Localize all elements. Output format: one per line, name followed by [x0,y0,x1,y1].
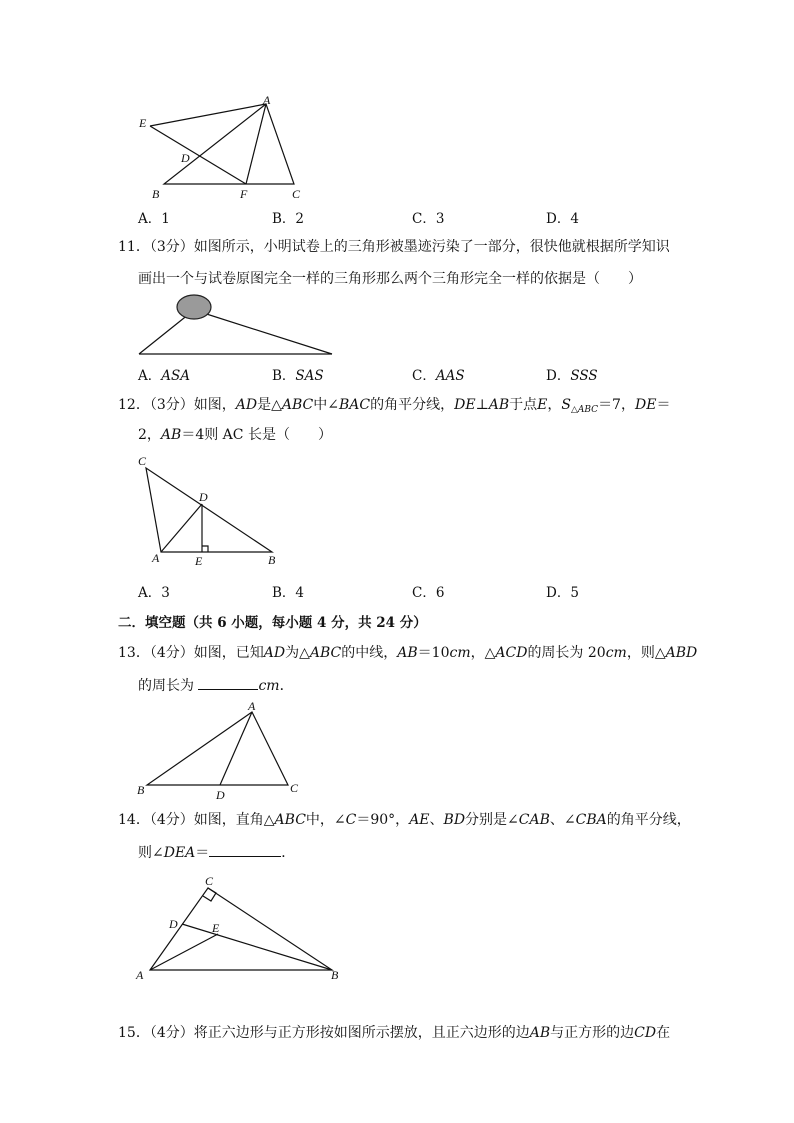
q13-text: ． [279,678,294,694]
q12-text: 2， [138,427,161,443]
q12-score: （3分） [149,397,194,413]
q11-text-line2: 画出一个与试卷原图完全一样的三角形那么两个三角形完全一样的依据是（ ） [138,271,642,287]
q12-option-d[interactable]: D．5 [546,585,579,601]
q13-label-c: C [290,781,299,795]
q11-option-d[interactable]: D．SSS [546,368,598,384]
q13-label-a: A [248,699,256,713]
q10-option-a[interactable]: A．1 [138,211,170,227]
q13-text: AB [397,645,418,661]
q13-text: ，则△ [626,645,666,661]
ink-stain [177,295,211,319]
q14-text: ABC [274,812,306,828]
q11-option-a[interactable]: A．ASA [138,368,190,384]
q14-text: CBA [575,812,607,828]
q15-text: 与正方形的边 [550,1025,635,1041]
q10-option-c[interactable]: C．3 [412,211,445,227]
q13-line1 [118,643,697,663]
q11-line1 [118,237,670,257]
q13-text: ABC [309,645,342,661]
q15-text: AB [529,1025,551,1041]
q13-text: cm [605,645,627,661]
q12-line1 [118,395,670,420]
q14-line1 [118,810,691,830]
q13-label-d: D [216,788,225,802]
q12-line2 [138,425,332,445]
q13-label-b: B [137,783,145,797]
q10-label-b: B [152,187,160,201]
q12-text: DE [634,397,657,413]
q12-text: ＝ [656,397,671,413]
q12-number: 12． [118,397,150,413]
q11-number: 11． [118,239,150,255]
q13-text: ACD [495,645,528,661]
q12-figure [134,452,294,567]
q12-text: △ABC [570,405,599,415]
q11-option-b[interactable]: B．SAS [272,368,324,384]
q12-label-b: B [268,553,276,567]
q12-label-e: E [195,554,203,568]
q10-figure [130,92,310,202]
q11-figure [136,292,336,362]
q14-label-c: C [205,874,214,888]
q10-option-b[interactable]: B．2 [272,211,305,227]
q13-text: AD [263,645,286,661]
q12-text: ＝7， [598,397,635,413]
q12-text: BAC [338,397,371,413]
q12-label-c: C [138,454,147,468]
q13-text: 的周长为 20 [527,645,606,661]
q14-figure [136,872,346,982]
q10-label-e: E [139,116,147,130]
q14-text: BD [443,812,466,828]
q12-text: DE [454,397,476,413]
q14-score: （4分） [149,812,194,828]
q15-number: 15． [118,1025,150,1041]
q12-text: 于点 [509,397,538,413]
q14-text: ． [281,845,296,861]
q11-option-c[interactable]: C．AAS [412,368,465,384]
q13-text: 为△ [285,645,310,661]
q14-answer-blank[interactable] [209,842,281,857]
q12-text: AB [488,397,510,413]
q12-text: 如图， [193,397,236,413]
q14-text: 则∠ [138,845,164,861]
q14-text: 如图，直角△ [193,812,275,828]
q12-text: ＝4则 AC 长是（ ） [181,427,332,443]
q12-option-b[interactable]: B．4 [272,585,305,601]
q12-text: ⊥ [475,397,489,413]
q14-number: 14． [118,812,150,828]
q13-text: 如图，已知 [193,645,264,661]
q13-text: 的周长为 [138,678,194,694]
q13-text: ，△ [470,645,496,661]
q11-line2 [138,269,642,289]
q10-label-f: F [240,187,248,201]
q15-text: 将正六边形与正方形按如图所示摆放，且正六边形的边 [193,1025,530,1041]
q14-text: 分别是∠ [465,812,519,828]
q12-text: 的角平分线， [370,397,455,413]
q14-label-e: E [212,921,220,935]
q13-text: ＝10 [417,645,450,661]
q14-text: ＝90°， [356,812,410,828]
q13-figure [134,698,314,802]
q13-score: （4分） [149,645,194,661]
q13-answer-blank[interactable] [198,675,258,690]
q14-label-a: A [136,968,144,982]
q13-text: ABD [665,645,698,661]
q10-label-a: A [263,93,271,107]
q14-text: 中，∠ [305,812,346,828]
q12-text: E [537,397,548,413]
q13-text: 的中线， [341,645,398,661]
q12-text: S [561,397,571,413]
q14-text: DEA [163,845,196,861]
q14-text: 的角平分线， [606,812,691,828]
q14-text: AE [409,812,430,828]
q14-line2 [138,842,295,863]
q12-label-a: A [152,551,160,565]
q13-number: 13． [118,645,150,661]
q12-label-d: D [199,490,208,504]
section-title: 二．填空题（共 6 小题，每小题 4 分，共 24 分） [118,615,427,631]
q14-text: 、∠ [549,812,576,828]
q15-text: CD [634,1025,657,1041]
q12-text: ， [547,397,562,413]
q12-text: AB [160,427,182,443]
q14-text: CAB [518,812,550,828]
q13-line2 [138,675,294,696]
q10-label-c: C [292,187,301,201]
q15-text: 在 [656,1025,671,1041]
q12-text: ABC [281,397,314,413]
q14-label-b: B [331,968,339,982]
q11-score: （3分） [149,239,194,255]
q12-text: AD [235,397,258,413]
q11-text-line1: 如图所示，小明试卷上的三角形被墨迹污染了一部分，很快他就根据所学知识 [193,239,670,255]
q13-text: cm [449,645,471,661]
q14-text: C [345,812,357,828]
q15-line1 [118,1023,670,1043]
q12-text: 是△ [257,397,282,413]
q10-option-d[interactable]: D．4 [546,211,579,227]
q13-text: cm [258,678,280,694]
q14-text: ＝ [195,845,210,861]
q14-text: 、 [429,812,444,828]
q14-label-d: D [169,917,178,931]
q12-text: 中∠ [313,397,339,413]
q15-score: （4分） [149,1025,194,1041]
q12-option-a[interactable]: A．3 [138,585,170,601]
q12-option-c[interactable]: C．6 [412,585,445,601]
q10-label-d: D [181,151,190,165]
